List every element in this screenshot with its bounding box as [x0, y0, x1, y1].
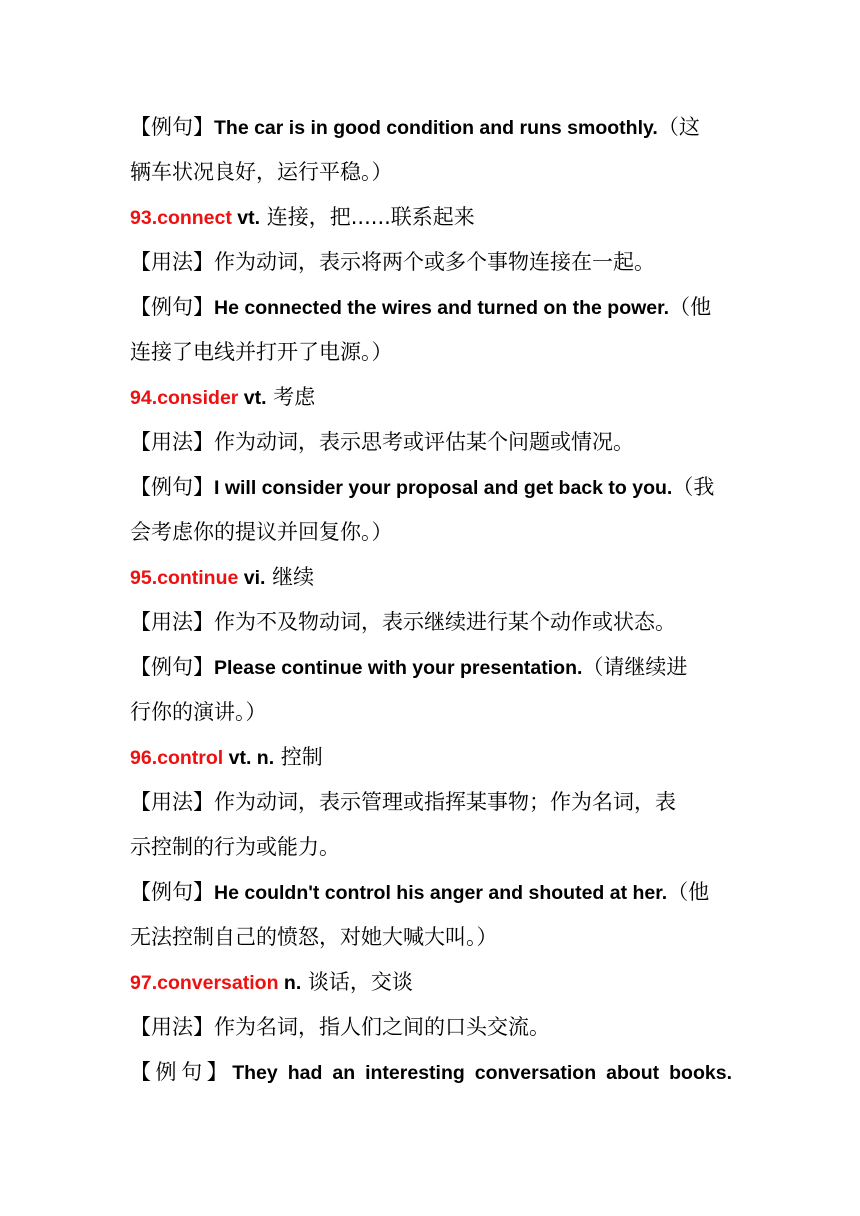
example-english: The car is in good condition and runs smoothly. [214, 117, 658, 139]
example-line [130, 285, 732, 330]
word-heading [130, 735, 732, 780]
part-of-speech: vt. [238, 387, 267, 409]
vocab-word: 95.continue [130, 567, 239, 589]
example-chinese: （请继续进 [582, 655, 688, 679]
usage-text: 作为动词，表示管理或指挥某事物；作为名词，表 [214, 790, 676, 814]
example-english: He connected the wires and turned on the power. [214, 297, 670, 319]
word-meaning: 控制 [274, 745, 323, 769]
word-meaning: 谈话，交谈 [301, 970, 413, 994]
example-english: They had an interesting conversation about books. [232, 1062, 732, 1084]
usage-text-continued: 示控制的行为或能力。 [130, 835, 340, 859]
usage-tag: 【用法】 [130, 790, 214, 814]
example-chinese: （我 [672, 475, 715, 499]
example-chinese: （他 [667, 880, 710, 904]
usage-tag: 【用法】 [130, 430, 214, 454]
word-meaning: 继续 [265, 565, 315, 589]
vocab-word: 97.conversation [130, 972, 279, 994]
example-chinese-continued: 连接了电线并打开了电源。） [130, 340, 393, 364]
usage-tag: 【用法】 [130, 250, 214, 274]
example-line-continued [130, 150, 732, 195]
usage-line [130, 240, 732, 285]
example-line [130, 870, 732, 915]
usage-text: 作为动词，表示将两个或多个事物连接在一起。 [214, 250, 655, 274]
example-chinese: （这 [657, 115, 700, 139]
usage-line [130, 420, 732, 465]
vocab-word: 96.control [130, 747, 224, 769]
usage-tag: 【用法】 [130, 1015, 214, 1039]
vocab-word: 94.consider [130, 387, 239, 409]
example-chinese-continued: 会考虑你的提议并回复你。） [130, 520, 393, 544]
word-heading [130, 960, 732, 1005]
usage-text: 作为名词，指人们之间的口头交流。 [214, 1015, 550, 1039]
word-heading [130, 195, 732, 240]
usage-text: 作为动词，表示思考或评估某个问题或情况。 [214, 430, 634, 454]
example-line [130, 1050, 732, 1095]
example-line-continued [130, 690, 732, 735]
word-heading [130, 375, 732, 420]
part-of-speech: n. [278, 972, 302, 994]
example-english: Please continue with your presentation. [214, 657, 583, 679]
vocab-word: 93.connect [130, 207, 232, 229]
example-line-continued [130, 510, 732, 555]
part-of-speech: vt. n. [223, 747, 275, 769]
example-tag: 【例句】 [130, 475, 214, 499]
usage-line [130, 600, 732, 645]
example-line [130, 105, 732, 150]
document-page [130, 105, 732, 1095]
example-chinese-continued: 无法控制自己的愤怒，对她大喊大叫。） [130, 925, 498, 949]
word-meaning: 考虑 [266, 385, 316, 409]
usage-line-continued [130, 825, 732, 870]
example-tag: 【例句】 [130, 115, 214, 139]
example-line-continued [130, 915, 732, 960]
usage-text: 作为不及物动词，表示继续进行某个动作或状态。 [214, 610, 676, 634]
example-chinese-continued: 辆车状况良好，运行平稳。） [130, 160, 393, 184]
part-of-speech: vi. [238, 567, 266, 589]
example-tag: 【例句】 [130, 655, 214, 679]
example-tag: 【例句】 [130, 1060, 233, 1084]
example-chinese-continued: 行你的演讲。） [130, 700, 267, 724]
example-chinese: （他 [669, 295, 712, 319]
example-line-continued [130, 330, 732, 375]
example-line [130, 645, 732, 690]
usage-tag: 【用法】 [130, 610, 214, 634]
example-english: I will consider your proposal and get back to you. [214, 477, 673, 499]
usage-line [130, 1005, 732, 1050]
example-tag: 【例句】 [130, 295, 214, 319]
example-line [130, 465, 732, 510]
example-english: He couldn't control his anger and shouted at her. [214, 882, 668, 904]
example-tag: 【例句】 [130, 880, 214, 904]
part-of-speech: vt. [231, 207, 261, 229]
word-meaning: 连接，把......联系起来 [260, 205, 475, 229]
usage-line [130, 780, 732, 825]
word-heading [130, 555, 732, 600]
